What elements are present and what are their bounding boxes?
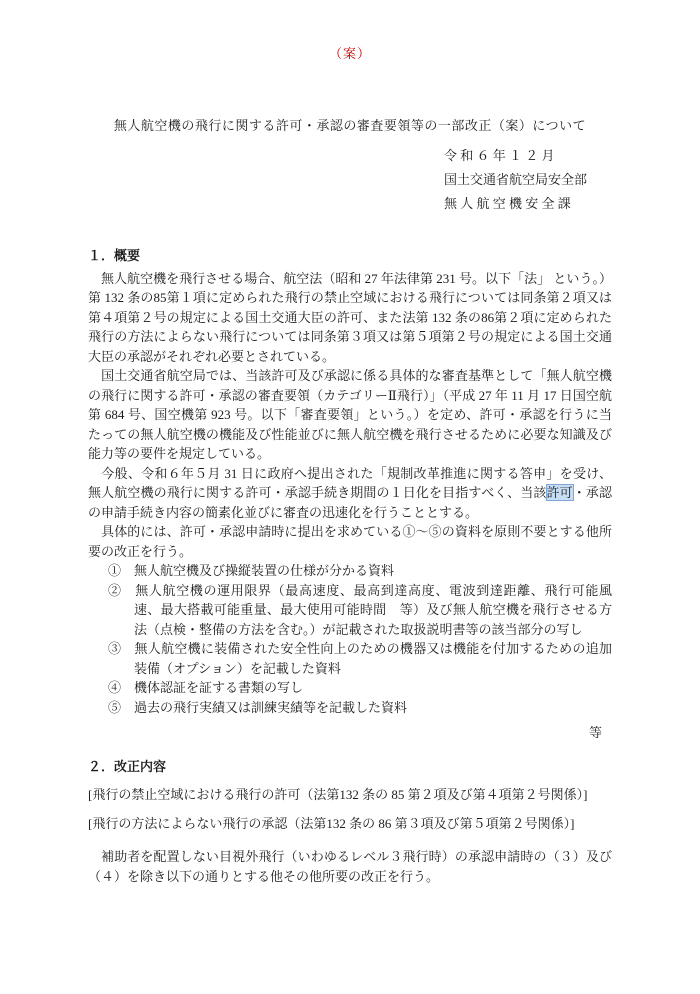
- draft-label: （案）: [328, 46, 371, 61]
- date-line: 令 和 ６ 年 １ ２ 月: [444, 148, 555, 163]
- section-1-paragraph-2: 国土交通省航空局では、当該許可及び承認に係る具体的な審査基準として「無人航空機の飛行に関する許可・承認の審査要領（カテゴリーⅡ飛行）」（平成 27 年 11 月 17 日国空航第 684 号、国空機第 923 号。以下「審査要領」という。）を定め、許可・承認を行うに当たっての無人航空機の機能及び性能並びに無人航空機を飛行させるために必要な知識及び能力等の要件を規定している。: [88, 368, 612, 461]
- document-title: 無人航空機の飛行に関する許可・承認の審査要領等の一部改正（案）について: [113, 117, 587, 133]
- section-2-paragraph-1: 補助者を配置しない目視外飛行（いわゆるレベル３飛行時）の承認申請時の（３）及び（４）を除き以下の通りとする他その他所要の改正を行う。: [88, 849, 612, 884]
- org-line-2: 無 人 航 空 機 安 全 課: [444, 196, 571, 211]
- section-2-heading: ２．改正内容: [88, 758, 167, 774]
- list-item-5: ⑤ 過去の飛行実績又は訓練実績等を記載した資料: [108, 699, 408, 715]
- section-2-bracket-line-2: [飛行の方法によらない飛行の承認（法第132 条の 86 第３項及び第５項第２号関係）]: [88, 815, 575, 831]
- list-item-4: ④ 機体認証を証する書類の写し: [108, 680, 304, 695]
- list-item-2: ② 無人航空機の運用限界（最高速度、最高到達高度、電波到達距離、飛行可能風速、最大搭載可能重量、最大使用可能時間 等）及び無人航空機を飛行させる方法（点検・整備の方法を含む。）が記載された取扱説明書等の該当部分の写し: [108, 582, 612, 637]
- section-1-heading: １．概要: [88, 248, 141, 263]
- section-2-bracket-line-1: [飛行の禁止空域における飛行の許可（法第132 条の 85 第２項及び第４項第２号関係）]: [88, 787, 588, 802]
- header-block: [444, 144, 592, 216]
- list-item-1: ① 無人航空機及び操縦装置の仕様が分かる資料: [108, 563, 395, 578]
- list-item-3: ③ 無人航空機に装備された安全性向上のための機器又は機能を付加するための追加装備（オプション）を記載した資料: [108, 641, 612, 676]
- etc-label: 等: [588, 725, 602, 740]
- paragraph-3-text-before: 今般、令和６年５月 31 日に政府へ提出された「規制改革推進に関する答申」を受け、無人航空機の飛行に関する許可・承認手続き期間の１日化を目指すべく、当該: [88, 465, 612, 500]
- section-1-paragraph-1: 無人航空機を飛行させる場合、航空法（昭和 27 年法律第 231 号。以下「法」 という。）第 132 条の85第１項に定められた飛行の禁止空域における飛行については同条第２項又は第４項第２号の規定による国土交通大臣の許可、また法第 132 条の86第２項に定められた飛行の方法によらない飛行については同条第３項又は第５項第２号の規定による国土交通大臣の承認がそれぞれ必要とされている。: [88, 270, 612, 364]
- paragraph-3-text-after: ・承認の申請手続き内容の簡素化並びに審査の迅速化を行うこととする。: [88, 485, 612, 520]
- org-line-1: 国土交通省航空局安全部: [444, 172, 588, 187]
- section-1-paragraph-3: [88, 464, 612, 523]
- highlighted-text: 許可: [546, 485, 573, 500]
- section-1-paragraph-4: 具体的には、許可・承認申請時に提出を求めている①～⑤の資料を原則不要とする他所要の改正を行う。: [88, 524, 612, 559]
